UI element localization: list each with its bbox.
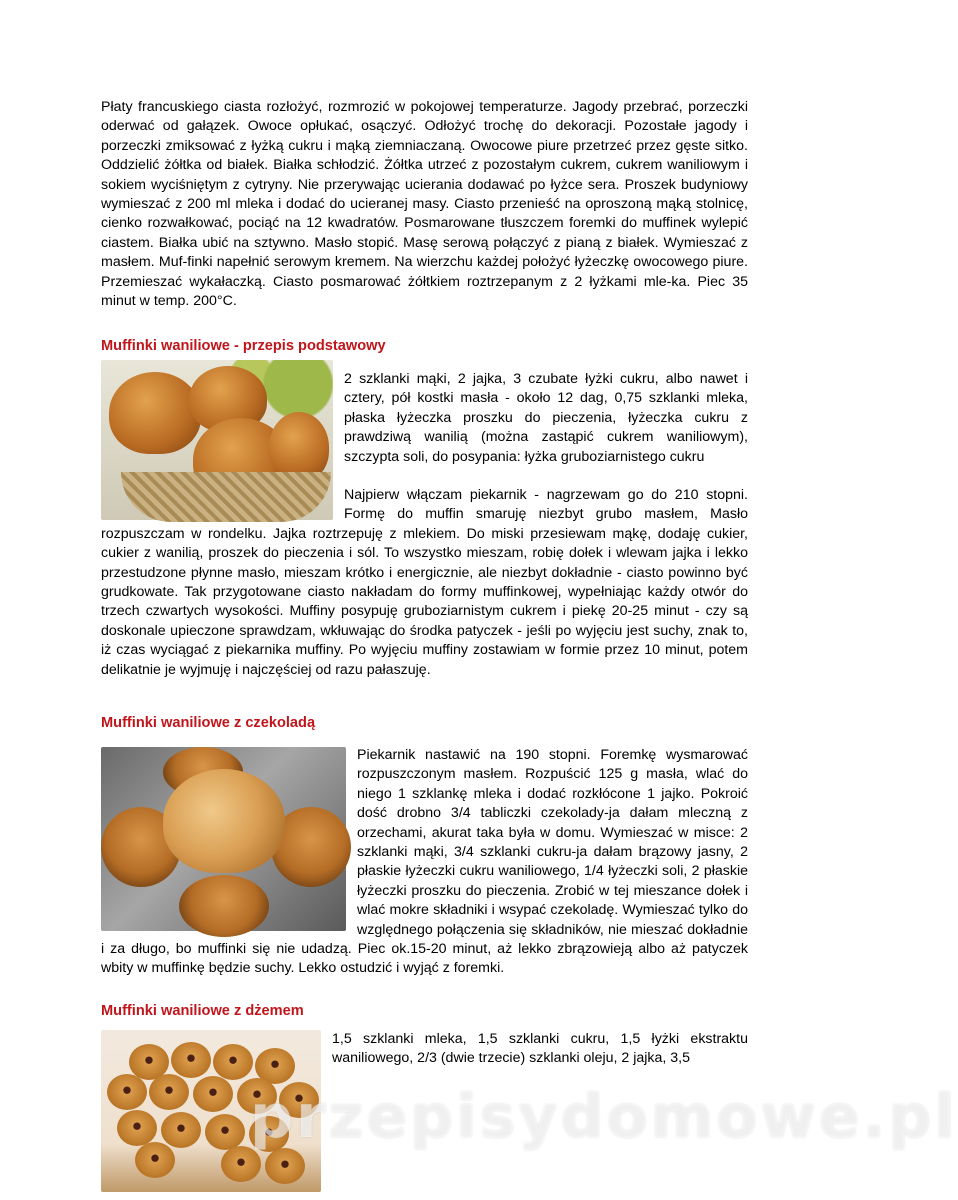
recipe-basic-method: Najpierw włączam piekarnik - nagrzewam go do 210 stopni. Formę do muffin smaruję niezbyt grubo masłem, Masło rozpuszczam w rondelku. Jajka roztrzepuję z mlekiem. Do miski przesiewam mąkę, dodaję cukier, cukier z wanilią, proszek do pieczenia i sól. To wszystko mieszam, robię dołek i wlewam jajka i lekko przestudzone płynne masło, mieszam krótko i energicznie, ale niezbyt dokładnie - ciasto powinno być grudkowate. Tak przygotowane ciasto nakładam do formy muffinkowej, wypełniając każdy otwór do trzech czwartych wysokości. Muffiny posypuję gruboziarnistym cukrem i piekę 20-25 minut - czy są doskonale upieczone sprawdzam, wkłuwając do środka patyczek - jeśli po wyjęciu jest suchy, znak to, iż czas wyciągać z piekarnika muffiny. Po wyjęciu muffiny zostawiam w formie przez 10 minut, potem delikatnie je wyjmuję i najczęściej od razu pałaszuję. (101, 487, 748, 678)
recipe-basic-title: Muffinki waniliowe - przepis podstawowy (101, 338, 386, 354)
basket-muffins-photo (101, 360, 333, 520)
recipe-chocolate-section (101, 714, 748, 979)
recipe-basic-section (101, 337, 748, 680)
recipe-jam-title: Muffinki waniliowe z dżemem (101, 1003, 304, 1019)
intro-paragraph: Płaty francuskiego ciasta rozłożyć, rozmrozić w pokojowej temperaturze. Jagody przebrać, porzeczki oderwać od gałązek. Owoce opłukać, osączyć. Odłożyć trochę do dekoracji. Pozostałe jagody i porzeczki zmiksować z łyżką cukru i mąką ziemniaczaną. Owocowe piure przetrzeć przez gęste sitko. Oddzielić żółtka od białek. Białka schłodzić. Żółtka utrzeć z pozostałym cukrem, cukrem waniliowym i sokiem wyciśniętym z cytryny. Nie przerywając ucierania dodawać po łyżce sera. Proszek budyniowy wymieszać z 200 ml mleka i dodać do ucieranej masy. Ciasto przenieść na oproszoną mąką stolnicę, cienko rozwałkować, pociąć na 12 kwadratów. Posmarowane tłuszczem foremki do muffinek wylepić ciastem. Białka ubić na sztywno. Masło stopić. Masę serową połączyć z pianą z białek. Wymieszać z masłem. Muf-finki napełnić serowym kremem. Na wierzchu każdej położyć łyżeczkę owocowego piure. Przemieszać wykałaczką. Ciasto posmarować żółtkiem roztrzepanym z 2 łyżkami mle-ka. Piec 35 minut w temp. 200°C. (101, 99, 748, 310)
muffin-tin-photo (101, 747, 346, 931)
recipe-jam-text: 1,5 szklanki mleka, 1,5 szklanki cukru, 1,5 łyżki ekstraktu waniliowego, 2/3 (dwie trzecie) szklanki oleju, 2 jajka, 3,5 (332, 1031, 748, 1067)
document-page (101, 98, 748, 311)
site-watermark: przepisydomowe.pl (250, 1082, 958, 1152)
recipe-basic-ingredients: 2 szklanki mąki, 2 jajka, 3 czubate łyżki cukru, albo nawet i cztery, pół kostki masła - około 12 dag, 0,75 szklanki mleka, płaska łyżeczka proszku do pieczenia, łyżeczka cukru z prawdziwą wanilią (można zastąpić cukrem waniliowym), szczypta soli, do posypania: łyżka gruboziarnistego cukru (344, 371, 748, 465)
recipe-chocolate-text: Piekarnik nastawić na 190 stopni. Foremkę wysmarować rozpuszczonym masłem. Rozpuścić 125 g masła, wlać do niego 1 szklankę mleka i dodać rozkłócone 1 jajko. Pokroić dość drobno 3/4 tabliczki czekolady-ja dałam mleczną z orzechami, akurat taka była w domu. Wymieszać w misce: 2 szklanki mąki, 3/4 szklanki cukru-ja dałam brązowy jasny, 2 płaskie łyżeczki cukru waniliowego, 1/4 łyżeczki soli, 2 płaskie łyżeczki proszku do pieczenia. Zrobić w tej mieszance dołek i wlać mokre składniki i wsypać czekoladę. Wymieszać tylko do względnego połączenia się składników, nie mieszać dokładnie i za długo, bo muffinki się nie udadzą. Piec ok.15-20 minut, aż lekko zbrązowieją albo aż patyczek wbity w muffinkę będzie suchy. Lekko ostudzić i wyjąć z foremki. (101, 747, 748, 977)
recipe-chocolate-title: Muffinki waniliowe z czekoladą (101, 715, 316, 731)
